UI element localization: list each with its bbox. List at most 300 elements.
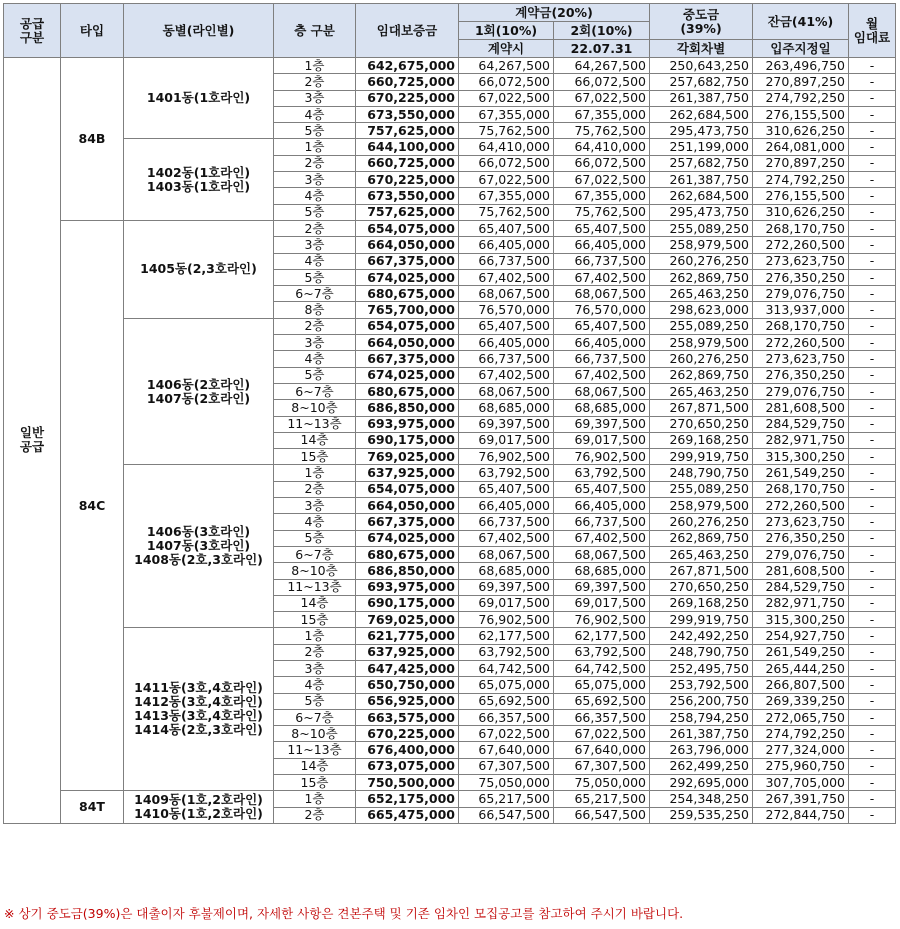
contract-1-cell: 64,267,500	[459, 58, 554, 74]
middle-payment-cell: 252,495,750	[650, 660, 753, 676]
monthly-rent-cell: -	[849, 318, 896, 334]
balance-cell: 282,971,750	[753, 595, 849, 611]
floor-cell: 2층	[274, 220, 356, 236]
monthly-rent-cell: -	[849, 498, 896, 514]
middle-payment-cell: 260,276,250	[650, 514, 753, 530]
building-label: 1412동(3호,4호라인)	[134, 694, 263, 710]
contract-2-cell: 75,762,500	[554, 123, 650, 139]
middle-payment-cell: 270,650,250	[650, 579, 753, 595]
contract-1-cell: 69,017,500	[459, 595, 554, 611]
balance-cell: 279,076,750	[753, 546, 849, 562]
monthly-rent-cell: -	[849, 432, 896, 448]
middle-payment-cell: 253,792,500	[650, 677, 753, 693]
floor-cell: 8~10층	[274, 400, 356, 416]
floor-cell: 1층	[274, 465, 356, 481]
supply-category-cell: 일반 공급	[4, 58, 61, 824]
deposit-cell: 693,975,000	[356, 579, 459, 595]
header-contract-1-when: 계약시	[459, 40, 554, 58]
floor-cell: 3층	[274, 498, 356, 514]
monthly-rent-cell: -	[849, 628, 896, 644]
floor-cell: 4층	[274, 514, 356, 530]
monthly-rent-cell: -	[849, 709, 896, 725]
middle-payment-cell: 262,869,750	[650, 530, 753, 546]
middle-payment-cell: 262,869,750	[650, 367, 753, 383]
balance-cell: 261,549,250	[753, 465, 849, 481]
contract-1-cell: 68,685,000	[459, 563, 554, 579]
header-contract-2: 2회(10%)	[554, 22, 650, 40]
middle-payment-cell: 267,871,500	[650, 400, 753, 416]
contract-2-cell: 66,072,500	[554, 155, 650, 171]
building-label: 1408동(2호,3호라인)	[134, 552, 263, 568]
monthly-rent-cell: -	[849, 335, 896, 351]
floor-cell: 15층	[274, 612, 356, 628]
monthly-rent-cell: -	[849, 204, 896, 220]
monthly-rent-cell: -	[849, 139, 896, 155]
balance-cell: 264,081,000	[753, 139, 849, 155]
contract-1-cell: 75,762,500	[459, 123, 554, 139]
contract-2-cell: 67,022,500	[554, 90, 650, 106]
header-balance-when: 입주지정일	[753, 40, 849, 58]
middle-payment-cell: 250,643,250	[650, 58, 753, 74]
deposit-cell: 693,975,000	[356, 416, 459, 432]
table-row	[4, 791, 896, 807]
monthly-rent-cell: -	[849, 726, 896, 742]
deposit-cell: 665,475,000	[356, 807, 459, 823]
deposit-cell: 674,025,000	[356, 367, 459, 383]
deposit-cell: 656,925,000	[356, 693, 459, 709]
header-floor: 층 구분	[274, 4, 356, 58]
contract-2-cell: 67,402,500	[554, 367, 650, 383]
building-label: 1413동(3호,4호라인)	[134, 708, 263, 724]
table-row	[4, 139, 896, 155]
building-label: 1411동(3호,4호라인)	[134, 680, 263, 696]
floor-cell: 6~7층	[274, 546, 356, 562]
monthly-rent-cell: -	[849, 106, 896, 122]
monthly-rent-cell: -	[849, 791, 896, 807]
middle-payment-cell: 258,979,500	[650, 335, 753, 351]
monthly-rent-cell: -	[849, 400, 896, 416]
contract-1-cell: 67,640,000	[459, 742, 554, 758]
header-middle-when: 각회차별	[650, 40, 753, 58]
middle-payment-cell: 299,919,750	[650, 612, 753, 628]
monthly-rent-cell: -	[849, 416, 896, 432]
balance-cell: 313,937,000	[753, 302, 849, 318]
contract-1-cell: 69,397,500	[459, 416, 554, 432]
balance-cell: 254,927,750	[753, 628, 849, 644]
floor-cell: 5층	[274, 123, 356, 139]
balance-cell: 275,960,750	[753, 758, 849, 774]
floor-cell: 2층	[274, 318, 356, 334]
contract-1-cell: 68,067,500	[459, 546, 554, 562]
monthly-rent-cell: -	[849, 188, 896, 204]
floor-cell: 4층	[274, 253, 356, 269]
floor-cell: 3층	[274, 660, 356, 676]
contract-1-cell: 69,397,500	[459, 579, 554, 595]
monthly-rent-cell: -	[849, 677, 896, 693]
monthly-rent-cell: -	[849, 58, 896, 74]
floor-cell: 3층	[274, 172, 356, 188]
monthly-rent-cell: -	[849, 449, 896, 465]
deposit-cell: 667,375,000	[356, 253, 459, 269]
balance-cell: 276,155,500	[753, 188, 849, 204]
contract-1-cell: 66,737,500	[459, 253, 554, 269]
middle-payment-cell: 261,387,750	[650, 726, 753, 742]
balance-cell: 272,260,500	[753, 498, 849, 514]
balance-cell: 272,844,750	[753, 807, 849, 823]
contract-2-cell: 65,217,500	[554, 791, 650, 807]
header-middle: 중도금 (39%)	[650, 4, 753, 40]
balance-cell: 272,065,750	[753, 709, 849, 725]
middle-payment-cell: 269,168,250	[650, 432, 753, 448]
middle-payment-cell: 263,796,000	[650, 742, 753, 758]
floor-cell: 8~10층	[274, 563, 356, 579]
middle-payment-cell: 260,276,250	[650, 351, 753, 367]
contract-1-cell: 65,075,000	[459, 677, 554, 693]
balance-cell: 281,608,500	[753, 563, 849, 579]
monthly-rent-cell: -	[849, 302, 896, 318]
contract-2-cell: 62,177,500	[554, 628, 650, 644]
contract-2-cell: 65,407,500	[554, 481, 650, 497]
contract-2-cell: 65,407,500	[554, 318, 650, 334]
contract-1-cell: 66,547,500	[459, 807, 554, 823]
balance-cell: 270,897,250	[753, 74, 849, 90]
contract-1-cell: 67,402,500	[459, 269, 554, 285]
middle-payment-cell: 261,387,750	[650, 90, 753, 106]
contract-2-cell: 66,072,500	[554, 74, 650, 90]
contract-2-cell: 68,067,500	[554, 546, 650, 562]
type-cell: 84B	[61, 58, 124, 221]
middle-payment-cell: 292,695,000	[650, 775, 753, 791]
floor-cell: 4층	[274, 351, 356, 367]
contract-1-cell: 63,792,500	[459, 465, 554, 481]
contract-2-cell: 63,792,500	[554, 465, 650, 481]
building-label: 1405동(2,3호라인)	[140, 261, 257, 277]
contract-1-cell: 65,407,500	[459, 318, 554, 334]
contract-1-cell: 64,410,000	[459, 139, 554, 155]
balance-cell: 273,623,750	[753, 514, 849, 530]
deposit-cell: 765,700,000	[356, 302, 459, 318]
monthly-rent-cell: -	[849, 612, 896, 628]
monthly-rent-cell: -	[849, 644, 896, 660]
floor-cell: 3층	[274, 237, 356, 253]
middle-payment-cell: 265,463,250	[650, 286, 753, 302]
monthly-rent-cell: -	[849, 742, 896, 758]
contract-2-cell: 67,022,500	[554, 726, 650, 742]
contract-2-cell: 66,405,000	[554, 498, 650, 514]
middle-payment-cell: 255,089,250	[650, 318, 753, 334]
deposit-cell: 660,725,000	[356, 74, 459, 90]
contract-2-cell: 66,357,500	[554, 709, 650, 725]
middle-payment-cell: 248,790,750	[650, 465, 753, 481]
middle-payment-cell: 254,348,250	[650, 791, 753, 807]
balance-cell: 276,155,500	[753, 106, 849, 122]
deposit-cell: 637,925,000	[356, 465, 459, 481]
floor-cell: 6~7층	[274, 383, 356, 399]
floor-cell: 2층	[274, 155, 356, 171]
contract-2-cell: 63,792,500	[554, 644, 650, 660]
contract-1-cell: 64,742,500	[459, 660, 554, 676]
contract-1-cell: 68,067,500	[459, 286, 554, 302]
deposit-cell: 670,225,000	[356, 172, 459, 188]
deposit-cell: 652,175,000	[356, 791, 459, 807]
middle-payment-cell: 248,790,750	[650, 644, 753, 660]
monthly-rent-cell: -	[849, 595, 896, 611]
contract-1-cell: 75,050,000	[459, 775, 554, 791]
contract-1-cell: 75,762,500	[459, 204, 554, 220]
middle-payment-cell: 259,535,250	[650, 807, 753, 823]
deposit-cell: 673,075,000	[356, 758, 459, 774]
floor-cell: 6~7층	[274, 709, 356, 725]
contract-2-cell: 66,737,500	[554, 253, 650, 269]
deposit-cell: 674,025,000	[356, 530, 459, 546]
contract-2-cell: 76,570,000	[554, 302, 650, 318]
contract-2-cell: 69,397,500	[554, 416, 650, 432]
deposit-cell: 769,025,000	[356, 449, 459, 465]
balance-cell: 268,170,750	[753, 481, 849, 497]
building-cell	[124, 791, 274, 824]
floor-cell: 5층	[274, 530, 356, 546]
balance-cell: 268,170,750	[753, 318, 849, 334]
middle-payment-cell: 262,869,750	[650, 269, 753, 285]
deposit-cell: 673,550,000	[356, 106, 459, 122]
balance-cell: 276,350,250	[753, 269, 849, 285]
balance-cell: 315,300,250	[753, 449, 849, 465]
table-row	[4, 318, 896, 334]
balance-cell: 274,792,250	[753, 726, 849, 742]
table-header	[4, 4, 896, 58]
deposit-cell: 644,100,000	[356, 139, 459, 155]
middle-payment-cell: 295,473,750	[650, 123, 753, 139]
floor-cell: 11~13층	[274, 416, 356, 432]
building-label: 1414동(2호,3호라인)	[134, 722, 263, 738]
floor-cell: 1층	[274, 58, 356, 74]
deposit-cell: 680,675,000	[356, 383, 459, 399]
contract-2-cell: 65,692,500	[554, 693, 650, 709]
contract-1-cell: 65,692,500	[459, 693, 554, 709]
middle-payment-cell: 295,473,750	[650, 204, 753, 220]
building-cell	[124, 628, 274, 791]
monthly-rent-cell: -	[849, 546, 896, 562]
middle-payment-cell: 258,979,500	[650, 498, 753, 514]
balance-cell: 266,807,500	[753, 677, 849, 693]
contract-1-cell: 65,217,500	[459, 791, 554, 807]
balance-cell: 284,529,750	[753, 579, 849, 595]
middle-payment-cell: 257,682,750	[650, 155, 753, 171]
contract-1-cell: 66,072,500	[459, 155, 554, 171]
middle-payment-cell: 256,200,750	[650, 693, 753, 709]
floor-cell: 11~13층	[274, 579, 356, 595]
contract-2-cell: 67,307,500	[554, 758, 650, 774]
deposit-cell: 642,675,000	[356, 58, 459, 74]
floor-cell: 2층	[274, 481, 356, 497]
middle-payment-cell: 251,199,000	[650, 139, 753, 155]
monthly-rent-cell: -	[849, 579, 896, 595]
monthly-rent-cell: -	[849, 90, 896, 106]
deposit-cell: 690,175,000	[356, 432, 459, 448]
balance-cell: 281,608,500	[753, 400, 849, 416]
deposit-cell: 670,225,000	[356, 726, 459, 742]
deposit-cell: 664,050,000	[356, 498, 459, 514]
contract-1-cell: 65,407,500	[459, 481, 554, 497]
contract-2-cell: 64,267,500	[554, 58, 650, 74]
monthly-rent-cell: -	[849, 74, 896, 90]
balance-cell: 274,792,250	[753, 90, 849, 106]
floor-cell: 5층	[274, 367, 356, 383]
floor-cell: 2층	[274, 807, 356, 823]
contract-1-cell: 67,022,500	[459, 172, 554, 188]
contract-1-cell: 68,067,500	[459, 383, 554, 399]
floor-cell: 15층	[274, 775, 356, 791]
contract-2-cell: 66,405,000	[554, 335, 650, 351]
building-label: 1407동(3호라인)	[146, 538, 251, 554]
middle-payment-cell: 255,089,250	[650, 481, 753, 497]
floor-cell: 15층	[274, 449, 356, 465]
contract-2-cell: 68,685,000	[554, 400, 650, 416]
monthly-rent-cell: -	[849, 563, 896, 579]
contract-1-cell: 66,357,500	[459, 709, 554, 725]
table-row	[4, 58, 896, 74]
contract-2-cell: 64,410,000	[554, 139, 650, 155]
middle-payment-cell: 261,387,750	[650, 172, 753, 188]
deposit-cell: 757,625,000	[356, 204, 459, 220]
monthly-rent-cell: -	[849, 660, 896, 676]
middle-payment-cell: 257,682,750	[650, 74, 753, 90]
footnote: ※ 상기 중도금(39%)은 대출이자 후불제이며, 자세한 사항은 견본주택 및 기존 임차인 모집공고를 참고하여 주시기 바랍니다.	[4, 906, 684, 921]
contract-2-cell: 68,067,500	[554, 383, 650, 399]
monthly-rent-cell: -	[849, 383, 896, 399]
contract-1-cell: 66,737,500	[459, 351, 554, 367]
deposit-cell: 680,675,000	[356, 546, 459, 562]
contract-1-cell: 76,902,500	[459, 612, 554, 628]
contract-2-cell: 67,640,000	[554, 742, 650, 758]
deposit-cell: 647,425,000	[356, 660, 459, 676]
monthly-rent-cell: -	[849, 758, 896, 774]
header-contract-1: 1회(10%)	[459, 22, 554, 40]
deposit-cell: 680,675,000	[356, 286, 459, 302]
contract-1-cell: 67,022,500	[459, 726, 554, 742]
monthly-rent-cell: -	[849, 514, 896, 530]
header-building: 동별(라인별)	[124, 4, 274, 58]
monthly-rent-cell: -	[849, 775, 896, 791]
balance-cell: 279,076,750	[753, 286, 849, 302]
balance-cell: 307,705,000	[753, 775, 849, 791]
monthly-rent-cell: -	[849, 155, 896, 171]
contract-1-cell: 66,405,000	[459, 237, 554, 253]
contract-2-cell: 67,355,000	[554, 188, 650, 204]
floor-cell: 4층	[274, 677, 356, 693]
building-label: 1402동(1호라인)	[146, 164, 251, 180]
contract-1-cell: 67,022,500	[459, 90, 554, 106]
floor-cell: 14층	[274, 595, 356, 611]
monthly-rent-cell: -	[849, 286, 896, 302]
floor-cell: 5층	[274, 204, 356, 220]
monthly-rent-cell: -	[849, 172, 896, 188]
contract-1-cell: 62,177,500	[459, 628, 554, 644]
monthly-rent-cell: -	[849, 269, 896, 285]
contract-2-cell: 67,402,500	[554, 530, 650, 546]
contract-1-cell: 76,570,000	[459, 302, 554, 318]
floor-cell: 11~13층	[274, 742, 356, 758]
header-monthly-rent: 월 임대료	[849, 4, 896, 58]
deposit-cell: 654,075,000	[356, 481, 459, 497]
floor-cell: 14층	[274, 432, 356, 448]
contract-1-cell: 67,402,500	[459, 530, 554, 546]
balance-cell: 272,260,500	[753, 237, 849, 253]
deposit-cell: 663,575,000	[356, 709, 459, 725]
balance-cell: 282,971,750	[753, 432, 849, 448]
middle-payment-cell: 262,499,250	[650, 758, 753, 774]
contract-2-cell: 64,742,500	[554, 660, 650, 676]
balance-cell: 310,626,250	[753, 123, 849, 139]
contract-1-cell: 69,017,500	[459, 432, 554, 448]
building-cell	[124, 465, 274, 628]
contract-2-cell: 66,737,500	[554, 514, 650, 530]
middle-payment-cell: 270,650,250	[650, 416, 753, 432]
building-label: 1403동(1호라인)	[146, 178, 251, 194]
contract-2-cell: 69,017,500	[554, 595, 650, 611]
contract-1-cell: 76,902,500	[459, 449, 554, 465]
balance-cell: 284,529,750	[753, 416, 849, 432]
balance-cell: 315,300,250	[753, 612, 849, 628]
monthly-rent-cell: -	[849, 123, 896, 139]
floor-cell: 4층	[274, 188, 356, 204]
table-row	[4, 628, 896, 644]
building-cell	[124, 58, 274, 139]
deposit-cell: 621,775,000	[356, 628, 459, 644]
contract-1-cell: 66,405,000	[459, 498, 554, 514]
contract-1-cell: 67,307,500	[459, 758, 554, 774]
balance-cell: 273,623,750	[753, 351, 849, 367]
contract-2-cell: 66,547,500	[554, 807, 650, 823]
middle-payment-cell: 258,794,250	[650, 709, 753, 725]
deposit-cell: 690,175,000	[356, 595, 459, 611]
monthly-rent-cell: -	[849, 530, 896, 546]
floor-cell: 14층	[274, 758, 356, 774]
middle-payment-cell: 262,684,500	[650, 106, 753, 122]
monthly-rent-cell: -	[849, 253, 896, 269]
middle-payment-cell: 242,492,250	[650, 628, 753, 644]
monthly-rent-cell: -	[849, 465, 896, 481]
header-supply: 공급 구분	[4, 4, 61, 58]
balance-cell: 267,391,750	[753, 791, 849, 807]
floor-cell: 2층	[274, 644, 356, 660]
contract-2-cell: 75,762,500	[554, 204, 650, 220]
building-label: 1406동(2호라인)	[146, 376, 251, 392]
middle-payment-cell: 265,463,250	[650, 383, 753, 399]
contract-1-cell: 66,405,000	[459, 335, 554, 351]
header-contract-2-when: 22.07.31	[554, 40, 650, 58]
balance-cell: 276,350,250	[753, 367, 849, 383]
floor-cell: 8~10층	[274, 726, 356, 742]
contract-2-cell: 68,685,000	[554, 563, 650, 579]
contract-1-cell: 67,402,500	[459, 367, 554, 383]
deposit-cell: 667,375,000	[356, 351, 459, 367]
balance-cell: 265,444,250	[753, 660, 849, 676]
contract-1-cell: 67,355,000	[459, 106, 554, 122]
contract-1-cell: 67,355,000	[459, 188, 554, 204]
balance-cell: 277,324,000	[753, 742, 849, 758]
contract-2-cell: 75,050,000	[554, 775, 650, 791]
deposit-cell: 686,850,000	[356, 563, 459, 579]
floor-cell: 5층	[274, 693, 356, 709]
middle-payment-cell: 269,168,250	[650, 595, 753, 611]
balance-cell: 261,549,250	[753, 644, 849, 660]
deposit-cell: 750,500,000	[356, 775, 459, 791]
building-label: 1407동(2호라인)	[146, 390, 251, 406]
middle-payment-cell: 262,684,500	[650, 188, 753, 204]
building-cell	[124, 318, 274, 465]
building-label: 1410동(1호,2호라인)	[134, 806, 263, 822]
